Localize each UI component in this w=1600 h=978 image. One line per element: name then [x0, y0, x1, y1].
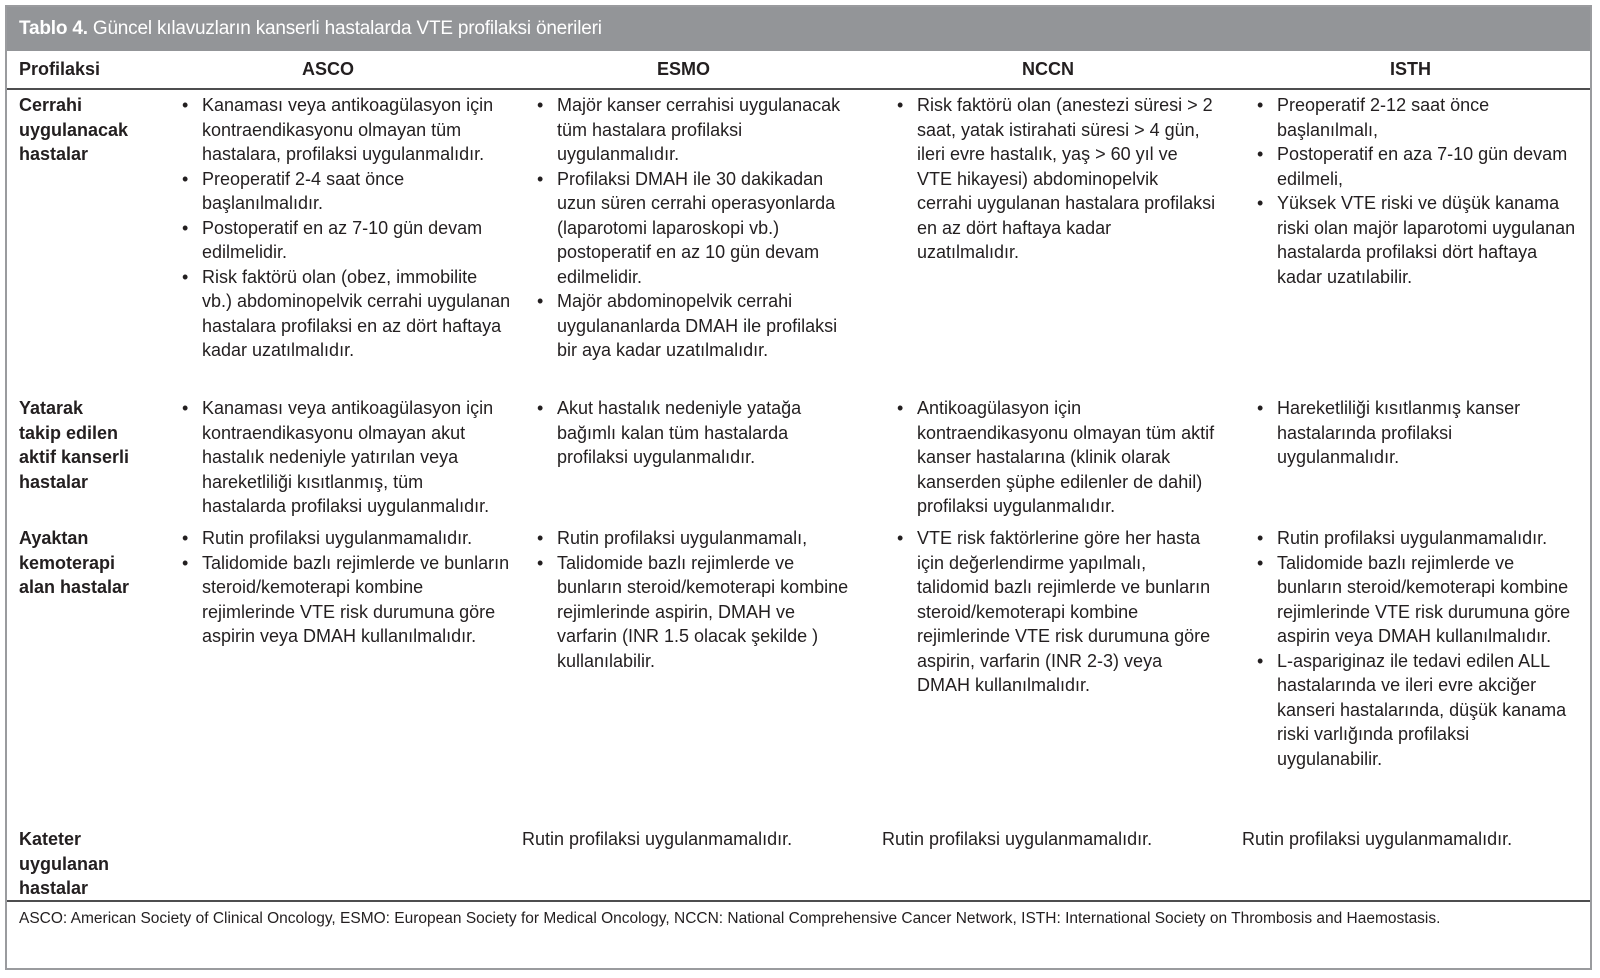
column-header-esmo: ESMO	[657, 59, 711, 79]
bullet-item: • Profilaksi DMAH ile 30 dakikadan uzun süren cerrahi operasyonlarda (laparotomi laparoskopi vb.) postoperatif en az 10 gün devam edilmelidir.	[537, 167, 857, 290]
bullet-item: • L-aspariginaz ile tedavi edilen ALL hastalarında ve ileri evre akciğer kanseri hastalarında, düşük kanama riski varlığında profilaksi uygulanabilir.	[1257, 649, 1577, 772]
bullet-item: • Yüksek VTE riski ve düşük kanama riski olan majör laparotomi uygulanan hastalarda profilaksi dört haftaya kadar uzatılabilir.	[1257, 191, 1577, 289]
cell-asco	[182, 396, 512, 519]
cell-esmo	[537, 526, 857, 673]
row-label-line: Yatarak	[19, 398, 84, 418]
bullet-item: • Antikoagülasyon için kontraendikasyonu olmayan tüm aktif kanser hastalarına (klinik olarak kanserden şüphe edilenler de dahil) profilaksi uygulanmalıdır.	[897, 396, 1217, 519]
row-label-line: Ayaktan	[19, 528, 89, 548]
table-footnote: ASCO: American Society of Clinical Oncology, ESMO: European Society for Medical Oncology, NCCN: National Comprehensive Cancer Network, ISTH: International Society on Thrombosis and Haemostasis.	[7, 900, 1590, 968]
row-label	[19, 526, 169, 600]
table-header-row	[7, 51, 1590, 90]
row-label	[19, 396, 169, 494]
cell-esmo: Rutin profilaksi uygulanmamalıdır.	[522, 829, 793, 849]
row-label-line: uygulanan	[19, 853, 110, 874]
cell-nccn	[897, 396, 1217, 519]
row-label-line: alan hastalar	[19, 577, 130, 597]
bullet-item: • Talidomide bazlı rejimlerde ve bunların steroid/kemoterapi kombine rejimlerinde VTE risk durumuna göre aspirin veya DMAH kullanılmalıdır.	[1257, 551, 1577, 649]
row-label-line: hastalar	[19, 471, 89, 492]
column-header-profilaksi: Profilaksi	[19, 59, 101, 79]
bullet-item: • Risk faktörü olan (obez, immobilite vb.) abdominopelvik cerrahi uygulanan hastalara profilaksi en az dört haftaya kadar uzatılmalıdır.	[182, 265, 512, 363]
bullet-item: • Majör abdominopelvik cerrahi uygulananlarda DMAH ile profilaksi bir aya kadar uzatılmalıdır.	[537, 289, 857, 363]
table-caption	[7, 7, 1590, 51]
cell-asco	[182, 93, 512, 363]
cell-isth: Rutin profilaksi uygulanmamalıdır.	[1242, 829, 1513, 849]
bullet-item: • Risk faktörü olan (anestezi süresi > 2 saat, yatak istirahati süresi > 4 gün, ileri evre hastalık, yaş > 60 yıl ve VTE hikayesi) abdominopelvik cerrahi uygulanan hastalara profilaksi en az dört haftaya kadar uzatılmalıdır.	[897, 93, 1217, 265]
row-label	[19, 827, 169, 901]
column-header-isth: ISTH	[1390, 59, 1432, 79]
cell-nccn: Rutin profilaksi uygulanmamalıdır.	[882, 829, 1153, 849]
bullet-item: • Akut hastalık nedeniyle yatağa bağımlı kalan tüm hastalarda profilaksi uygulanmalıdır.	[537, 396, 857, 470]
table-title: Güncel kılavuzların kanserli hastalarda VTE profilaksi önerileri	[87, 18, 602, 39]
cell-nccn	[897, 93, 1217, 265]
bullet-item: • Hareketliliği kısıtlanmış kanser hastalarında profilaksi uygulanmalıdır.	[1257, 396, 1577, 470]
bullet-item: • Rutin profilaksi uygulanmamalıdır.	[1257, 526, 1577, 551]
bullet-item: • Postoperatif en aza 7-10 gün devam edilmeli,	[1257, 142, 1577, 191]
row-label-line: hastalar	[19, 144, 89, 164]
column-header-nccn: NCCN	[1022, 59, 1074, 79]
row-label-line: aktif kanserli	[19, 447, 130, 467]
row-label-line: takip edilen	[19, 422, 119, 443]
cell-isth	[1257, 526, 1577, 771]
row-label-line: kemoterapi	[19, 552, 116, 573]
bullet-item: • Kanaması veya antikoagülasyon için kontraendikasyonu olmayan tüm hastalara, profilaksi uygulanmalıdır.	[182, 93, 512, 167]
bullet-item: • VTE risk faktörlerine göre her hasta için değerlendirme yapılmalı, talidomid bazlı rejimlerde ve bunların steroid/kemoterapi kombine rejimlerinde VTE risk durumuna göre aspirin, varfarin (INR 2-3) veya DMAH kullanılmalıdır.	[897, 526, 1217, 698]
bullet-item: • Kanaması veya antikoagülasyon için kontraendikasyonu olmayan akut hastalık nedeniyle yatırılan veya hareketliliği kısıtlanmış, tüm hastalarda profilaksi uygulanmalıdır.	[182, 396, 512, 519]
bullet-item: • Preoperatif 2-4 saat önce başlanılmalıdır.	[182, 167, 512, 216]
row-label-line: hastalar	[19, 878, 89, 898]
cell-esmo	[537, 93, 857, 363]
bullet-item: • Rutin profilaksi uygulanmamalı,	[537, 526, 857, 551]
table-frame	[5, 5, 1592, 970]
bullet-item: • Preoperatif 2-12 saat önce başlanılmalı,	[1257, 93, 1577, 142]
column-header-asco: ASCO	[302, 59, 355, 79]
bullet-item: • Majör kanser cerrahisi uygulanacak tüm hastalara profilaksi uygulanmalıdır.	[537, 93, 857, 167]
bullet-item: • Talidomide bazlı rejimlerde ve bunların steroid/kemoterapi kombine rejimlerinde aspirin, DMAH ve varfarin (INR 1.5 olacak şekilde ) kullanılabilir.	[537, 551, 857, 674]
bullet-item: • Rutin profilaksi uygulanmamalıdır.	[182, 526, 512, 551]
row-label-line: Kateter	[19, 829, 82, 849]
cell-esmo	[537, 396, 857, 470]
cell-isth	[1257, 396, 1577, 470]
bullet-item: • Postoperatif en az 7-10 gün devam edilmelidir.	[182, 216, 512, 265]
cell-isth	[1257, 93, 1577, 289]
bullet-item: • Talidomide bazlı rejimlerde ve bunların steroid/kemoterapi kombine rejimlerinde VTE risk durumuna göre aspirin veya DMAH kullanılmalıdır.	[182, 551, 512, 649]
row-label-line: uygulanacak	[19, 119, 129, 140]
row-label-line: Cerrahi	[19, 95, 83, 115]
row-label	[19, 93, 169, 167]
cell-asco	[182, 526, 512, 649]
cell-nccn	[897, 526, 1217, 698]
table-number: Tablo 4.	[19, 18, 88, 39]
